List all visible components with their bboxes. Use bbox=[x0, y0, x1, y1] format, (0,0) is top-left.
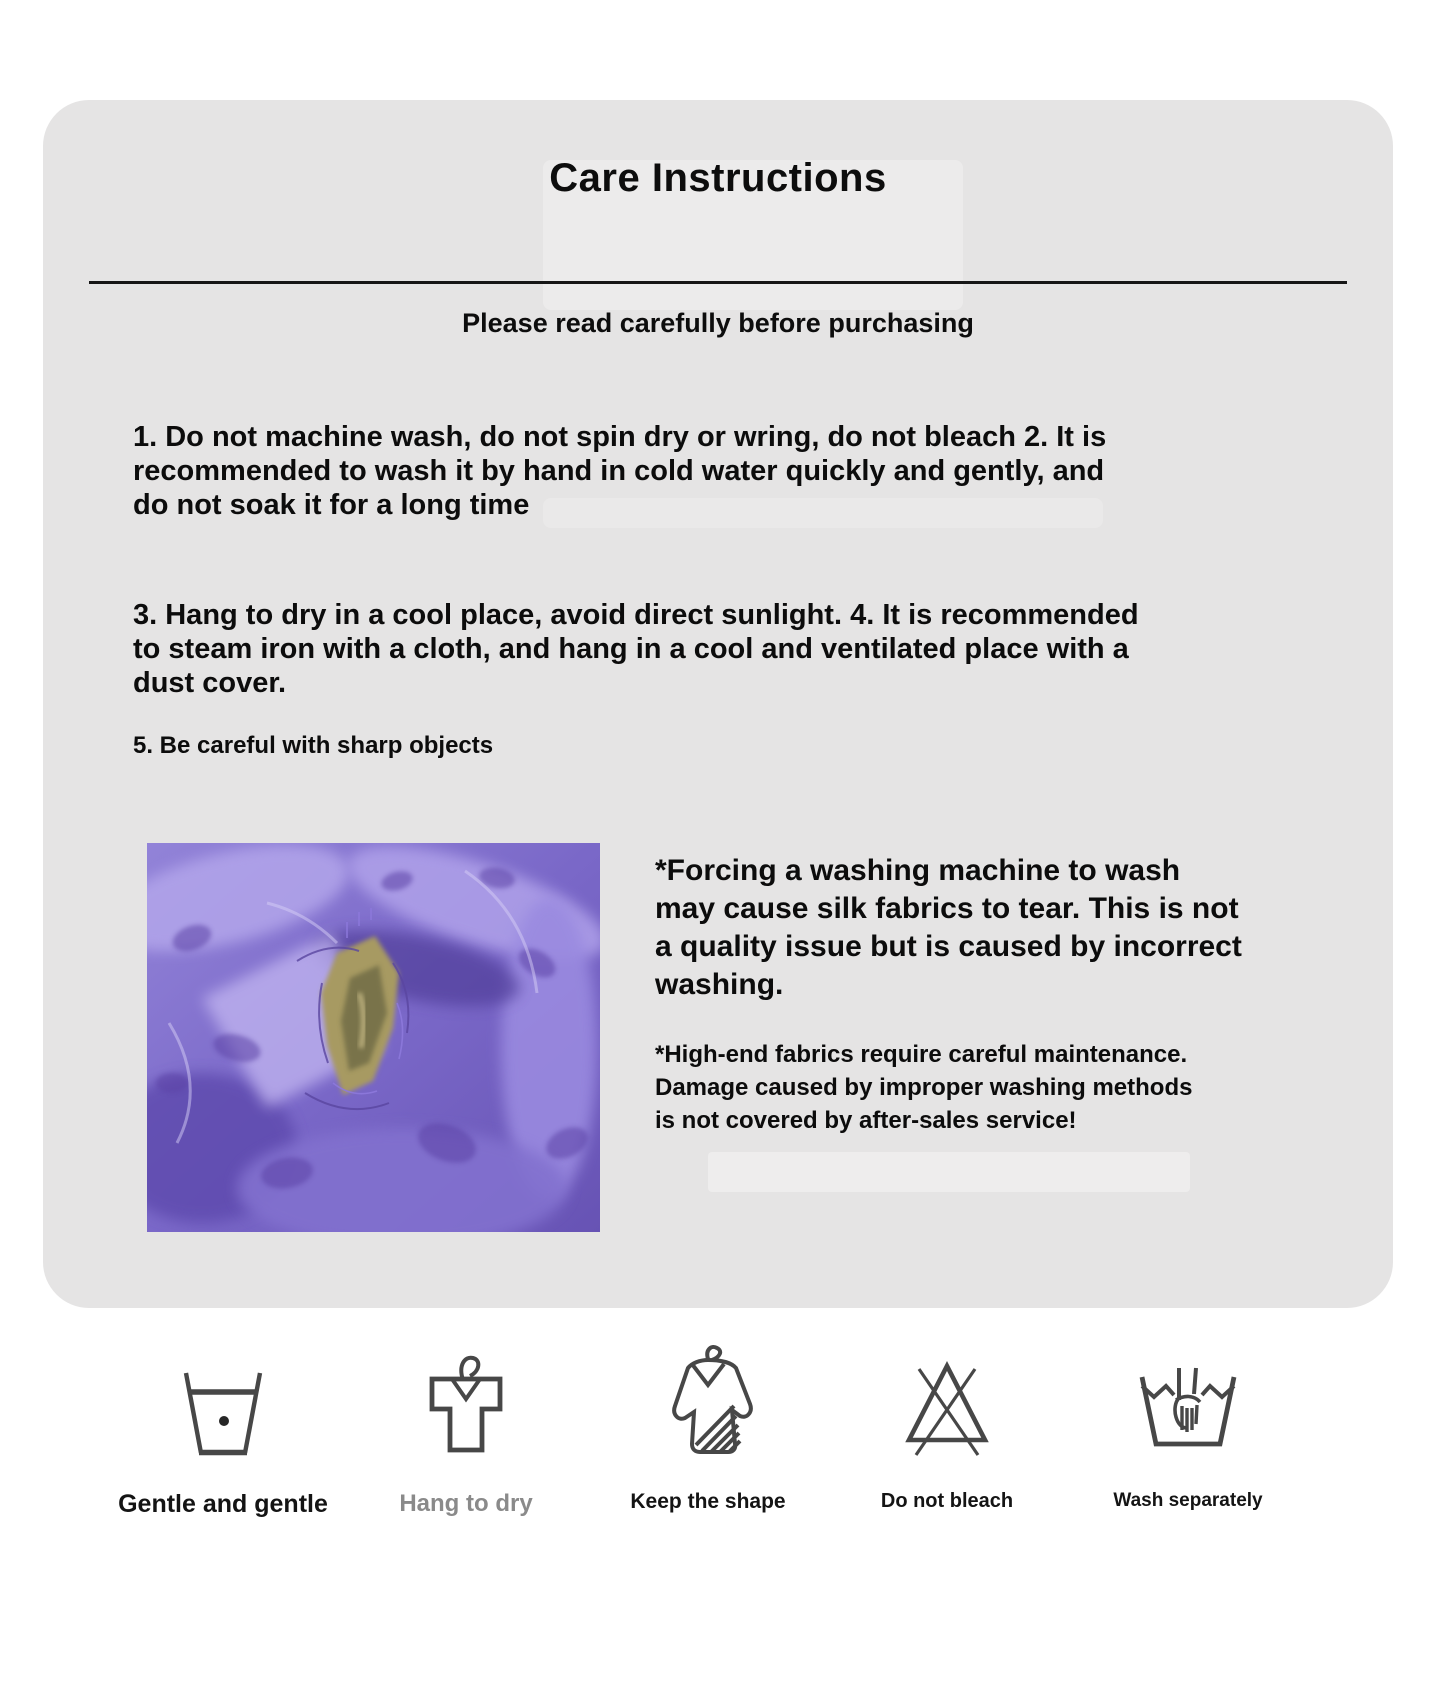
purple-silk-fabric-image bbox=[147, 843, 600, 1232]
care-symbol-label: Do not bleach bbox=[880, 1490, 1014, 1512]
overlay-artifact bbox=[708, 1152, 1190, 1192]
washtub-dot-icon bbox=[101, 1352, 345, 1456]
shirt-on-hanger-icon bbox=[344, 1352, 588, 1456]
care-symbol-gentle-wash bbox=[101, 1352, 345, 1527]
no-bleach-icon bbox=[825, 1352, 1069, 1456]
page-title: Care Instructions bbox=[549, 156, 887, 200]
care-paragraph-2: 3. Hang to dry in a cool place, avoid direct sunlight. 4. It is recommended to steam iron with a cloth, and hang in a cool and ventilated place with a dust cover. bbox=[133, 599, 1139, 699]
fabric-tear-photo bbox=[147, 843, 600, 1232]
care-symbol-label: Gentle and gentle bbox=[118, 1490, 328, 1518]
care-instructions-card bbox=[43, 100, 1393, 1308]
subtitle: Please read carefully before purchasing bbox=[462, 308, 974, 338]
care-symbol-label: Keep the shape bbox=[630, 1490, 786, 1513]
care-symbol-no-bleach bbox=[825, 1352, 1069, 1527]
care-symbol-label: Wash separately bbox=[1113, 1490, 1263, 1511]
title-divider bbox=[89, 281, 1347, 284]
care-paragraph-1: 1. Do not machine wash, do not spin dry or wring, do not bleach 2. It is recommended to wash it by hand in cold water quickly and gently, and do not soak it for a long time bbox=[133, 421, 1107, 521]
care-symbol-label: Hang to dry bbox=[399, 1490, 533, 1517]
warning-secondary: *High-end fabrics require careful maintenance. Damage caused by improper washing methods is not covered by after-sales service! bbox=[655, 1041, 1193, 1134]
warning-primary: *Forcing a washing machine to wash may cause silk fabrics to tear. This is not a quality issue but is caused by incorrect washing. bbox=[655, 854, 1242, 1001]
hanging-garment-icon bbox=[586, 1352, 830, 1456]
care-symbol-hang-dry bbox=[344, 1352, 588, 1527]
care-note-sharp-objects: 5. Be careful with sharp objects bbox=[133, 732, 494, 759]
care-symbol-wash-separately bbox=[1066, 1352, 1310, 1527]
hand-wash-icon bbox=[1066, 1352, 1310, 1456]
care-symbol-keep-shape bbox=[586, 1352, 830, 1527]
